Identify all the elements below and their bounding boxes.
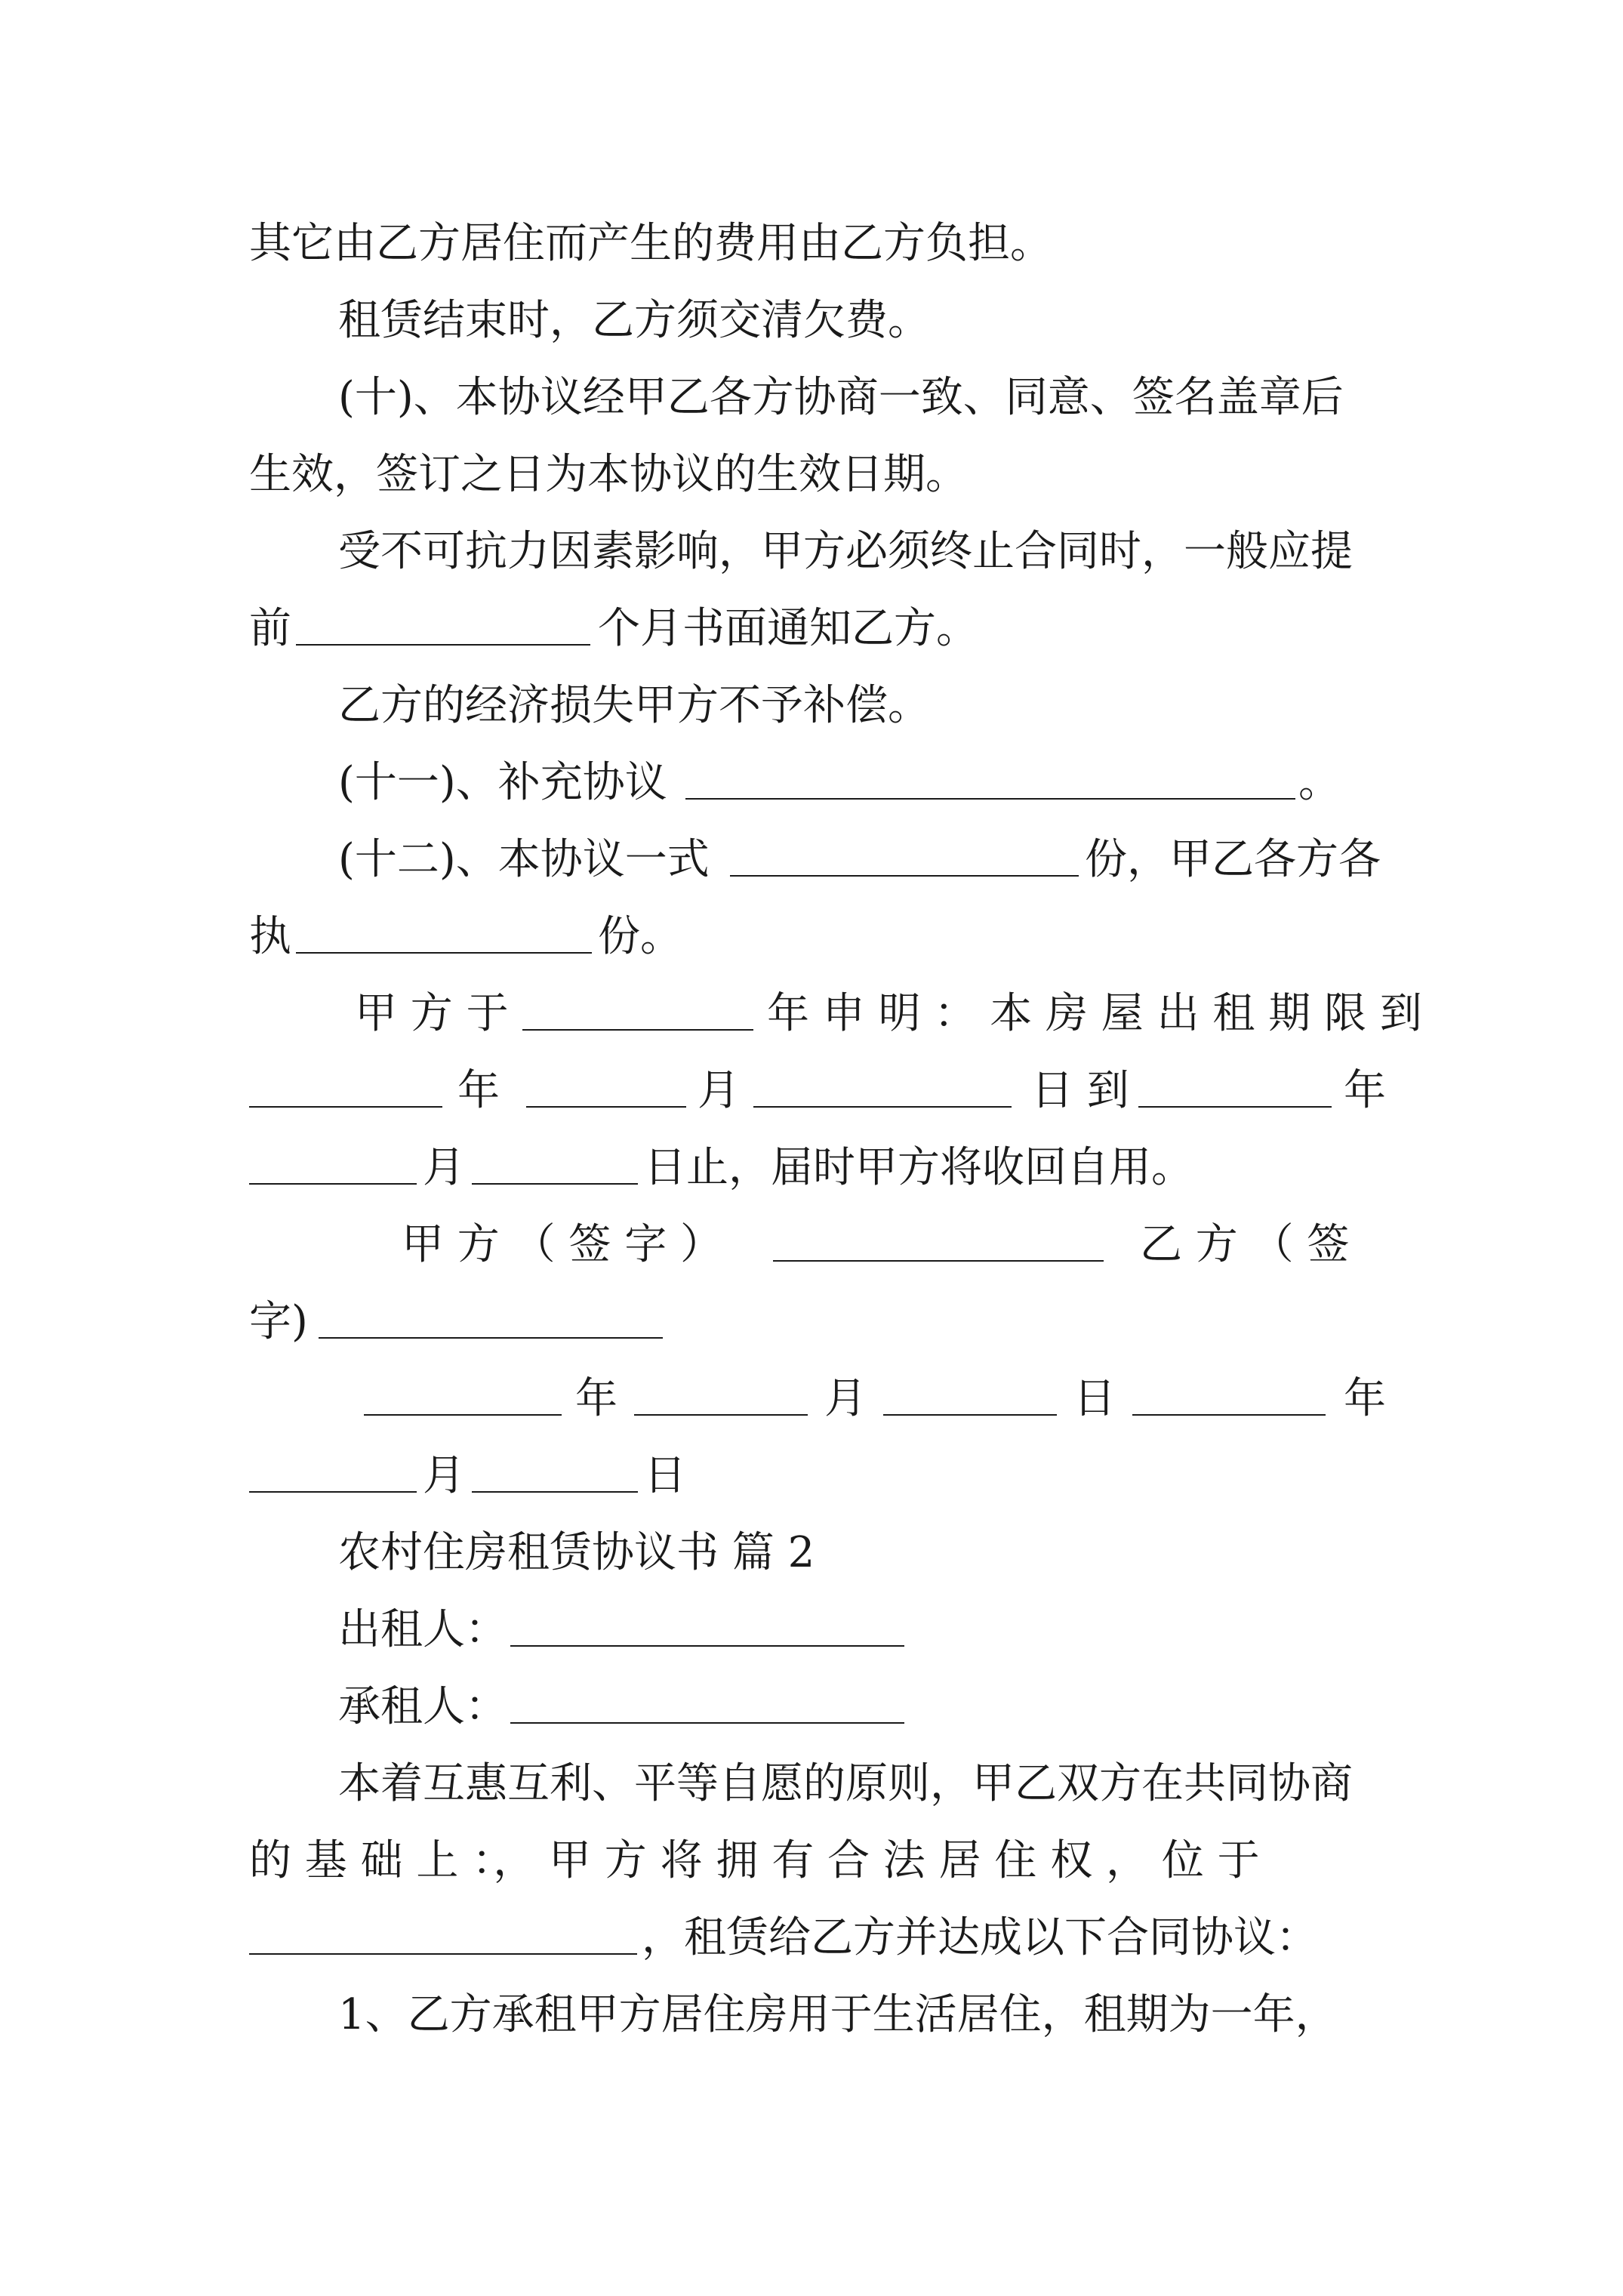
text-line: 乙方的经济损失甲方不予补偿。: [338, 681, 930, 730]
text-line: 本着互惠互利、平等自愿的原则，甲乙双方在共同协商: [338, 1759, 1353, 1808]
fill-in-blank[interactable]: [472, 1183, 638, 1185]
text-segment: 年 申 明 ： 本 房 屋 出 租 期 限 到: [767, 989, 1422, 1038]
fill-in-blank[interactable]: [685, 798, 1295, 800]
paragraph-line: [0, 984, 1623, 1044]
fill-in-blank[interactable]: [526, 1106, 686, 1108]
paragraph-line: [0, 1215, 1623, 1275]
text-segment: 年: [575, 1374, 617, 1423]
paragraph-line: [0, 1831, 1623, 1891]
fill-in-blank[interactable]: [1138, 1106, 1332, 1108]
paragraph-line: [0, 1985, 1623, 2045]
fill-in-blank[interactable]: [296, 952, 592, 954]
lessee-blank[interactable]: [510, 1722, 904, 1724]
text-segment: 日: [644, 1451, 686, 1500]
fill-in-blank[interactable]: [730, 875, 1079, 877]
text-segment: 字): [249, 1297, 308, 1346]
fill-in-blank[interactable]: [753, 1106, 1012, 1108]
fill-in-blank[interactable]: [1132, 1414, 1326, 1416]
text-line: 其它由乙方居住而产生的费用由乙方负担。: [249, 219, 1052, 268]
paragraph-line: [0, 1292, 1623, 1352]
fill-in-blank[interactable]: [472, 1491, 638, 1493]
fill-in-blank[interactable]: [296, 644, 590, 646]
paragraph-line: [0, 368, 1623, 428]
lessor-label: 出租人：: [338, 1605, 507, 1654]
signature-blank[interactable]: [773, 1260, 1104, 1262]
text-segment: 年: [1344, 1066, 1386, 1115]
text-segment: 份，甲乙各方各: [1085, 835, 1381, 884]
text-segment: 前: [249, 604, 291, 653]
paragraph-line: [0, 214, 1623, 274]
signature-label: 甲 方 （ 签 字 ）: [402, 1220, 723, 1269]
text-segment: 个月书面通知乙方。: [598, 604, 978, 653]
paragraph-line: [0, 445, 1623, 505]
text-segment: (十一)、补充协议: [338, 758, 667, 807]
text-segment: 月: [423, 1451, 465, 1500]
text-segment: 月: [423, 1143, 465, 1192]
fill-in-blank[interactable]: [522, 1029, 753, 1031]
fill-in-blank[interactable]: [634, 1414, 808, 1416]
text-line: 1、乙方承租甲方居住房用于生活居住，租期为一年，: [338, 1990, 1338, 2039]
paragraph-line: [0, 830, 1623, 890]
text-segment: 年: [457, 1066, 500, 1115]
text-segment: 年: [1344, 1374, 1386, 1423]
paragraph-line: [0, 1446, 1623, 1506]
text-line: 租赁结束时，乙方须交清欠费。: [338, 296, 930, 345]
paragraph-line: [0, 753, 1623, 813]
paragraph-line: [0, 1754, 1623, 1814]
text-segment: 月: [824, 1374, 867, 1423]
signature-blank[interactable]: [319, 1337, 663, 1339]
paragraph-line: [0, 1369, 1623, 1429]
text-segment: 甲 方 于: [355, 989, 509, 1038]
paragraph-line: [0, 1677, 1623, 1737]
paragraph-line: [0, 1061, 1623, 1121]
lessor-blank[interactable]: [510, 1645, 904, 1647]
paragraph-line: [0, 291, 1623, 351]
text-segment: 份。: [598, 912, 682, 961]
text-segment: 日止，届时甲方将收回自用。: [644, 1143, 1193, 1192]
section-title-line: [0, 1523, 1623, 1583]
paragraph-line: [0, 1908, 1623, 1968]
paragraph-line: [0, 522, 1623, 582]
fill-in-blank[interactable]: [249, 1106, 442, 1108]
paragraph-line: [0, 599, 1623, 659]
text-segment: (十二)、本协议一式: [338, 835, 710, 884]
text-line: 受不可抗力因素影响，甲方必须终止合同时，一般应提: [338, 527, 1353, 576]
text-segment: 日: [1073, 1374, 1116, 1423]
paragraph-line: [0, 1600, 1623, 1660]
paragraph-line: [0, 1138, 1623, 1198]
signature-label: 乙 方 （ 签: [1140, 1220, 1350, 1269]
lessee-label: 承租人：: [338, 1682, 507, 1731]
text-segment: ，租赁给乙方并达成以下合同协议：: [642, 1913, 1318, 1962]
text-segment: 执: [249, 912, 291, 961]
text-segment: 。: [1298, 758, 1341, 807]
fill-in-blank[interactable]: [249, 1491, 417, 1493]
address-blank[interactable]: [249, 1953, 637, 1955]
text-segment: 月: [698, 1066, 740, 1115]
fill-in-blank[interactable]: [364, 1414, 562, 1416]
text-segment: 日 到: [1031, 1066, 1129, 1115]
fill-in-blank[interactable]: [883, 1414, 1057, 1416]
text-line: 的 基 础 上 ：， 甲 方 将 拥 有 合 法 居 住 权 ， 位 于: [249, 1836, 1260, 1885]
text-line: (十)、本协议经甲乙各方协商一致、同意、签名盖章后: [338, 373, 1344, 422]
text-line: 生效，签订之日为本协议的生效日期。: [249, 450, 968, 499]
fill-in-blank[interactable]: [249, 1183, 417, 1185]
section-title: 农村住房租赁协议书 篇 2: [338, 1528, 815, 1577]
paragraph-line: [0, 676, 1623, 736]
paragraph-line: [0, 907, 1623, 967]
